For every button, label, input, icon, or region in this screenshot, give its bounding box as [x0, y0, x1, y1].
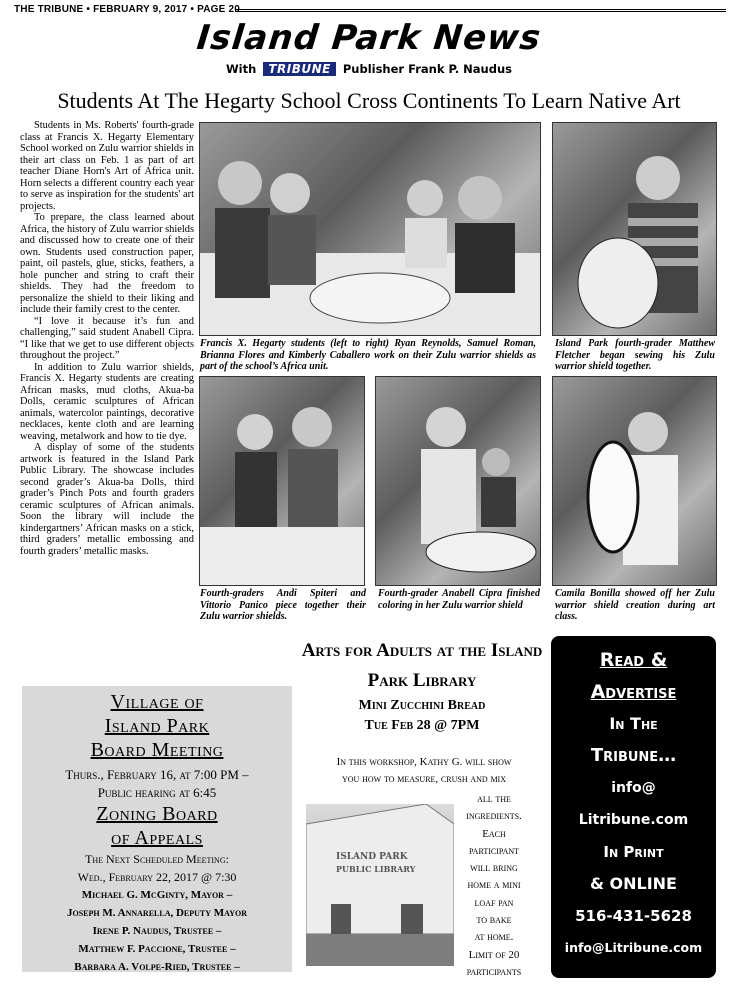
- photo-andi-vittorio: [199, 376, 365, 586]
- arts-line: at home.: [474, 931, 514, 944]
- photo-students-group: [199, 122, 541, 336]
- public-hearing: Public hearing at 6:45: [97, 785, 217, 800]
- arts-event-time: Tue Feb 28 @ 7PM: [364, 718, 480, 733]
- next-meeting-label: The Next Scheduled Meeting:: [85, 852, 229, 866]
- article-paragraph: In addition to Zulu warrior shields, Francis X. Hegarty students are creating African masks, mud cloths, Akua-ba Dolls, ceramic sculptures of African animals, watercolor paintings, decorative necklaces, kente cloth and are learning weaving, metalwork and how to tie dye.: [20, 361, 194, 442]
- board-member: Matthew F. Paccione, Trustee –: [78, 943, 236, 955]
- ad-line: info@: [611, 780, 656, 796]
- arts-event: [300, 636, 544, 736]
- caption-photo-2: Island Park fourth-grader Matthew Fletcher began sewing his Zulu warrior shield together.: [555, 338, 715, 372]
- arts-description-top: [305, 754, 543, 788]
- meeting-date: Thurs., February 16, at 7:00 PM –: [65, 767, 249, 782]
- ad-line: In The: [609, 714, 658, 733]
- arts-line: you how to measure, crush and mix: [342, 773, 506, 785]
- library-sign: ISLAND PARK: [336, 852, 408, 862]
- arts-line: In this workshop, Kathy G. will show: [336, 756, 512, 768]
- arts-line: to bake: [476, 914, 512, 927]
- article-headline: Students At The Hegarty School Cross Continents To Learn Native Art: [57, 88, 681, 113]
- arts-description-right: [456, 791, 532, 981]
- masthead: Island Park News: [194, 18, 544, 58]
- board-member: Michael G. McGinty, Mayor –: [81, 889, 233, 901]
- byline: [0, 62, 738, 76]
- village-title: Island Park: [104, 715, 210, 737]
- arts-line: home a mini: [467, 879, 521, 892]
- village-board-notice: [22, 686, 292, 972]
- ad-line: & ONLINE: [590, 874, 677, 893]
- ad-line: Advertise: [590, 681, 677, 703]
- ad-line: Tribune…: [590, 745, 677, 766]
- caption-photo-3: Fourth-graders Andi Spiteri and Vittorio Panico piece together their Zulu warrior shields.: [200, 588, 366, 622]
- article-paragraph: A display of some of the students artwork is featured in the Island Park Public Library. The showcase includes second grader’s Akua-ba Dolls, third grader’s Pinch Pots and fourth graders ceramic sculptures of African animals. Soon the library will include the kindergartners’ African masks on a stick, third graders’ metallic embossing and fourth graders’ metallic masks.: [20, 442, 194, 557]
- folio-rule: [235, 9, 726, 12]
- zoning-title: of Appeals: [111, 827, 203, 849]
- arts-title: Arts for Adults at the Island: [301, 640, 543, 661]
- arts-line: participant: [468, 844, 520, 857]
- board-member: Irene P. Naudus, Trustee –: [92, 925, 222, 937]
- zoning-title: Zoning Board: [96, 803, 218, 825]
- village-title: Board Meeting: [90, 739, 224, 761]
- ad-line: Read &: [599, 649, 668, 671]
- byline-pre: With: [225, 62, 257, 76]
- arts-line: ingredients.: [466, 810, 522, 823]
- caption-photo-4: Fourth-grader Anabell Cipra finished coloring in her Zulu warrior shield: [378, 588, 540, 611]
- page-folio: THE TRIBUNE • FEBRUARY 9, 2017 • PAGE 20: [14, 4, 240, 15]
- tribune-logo: TRIBUNE: [263, 62, 336, 76]
- ad-email: info@Litribune.com: [564, 940, 703, 955]
- arts-line: participants: [466, 965, 522, 978]
- caption-photo-1: Francis X. Hegarty students (left to right) Ryan Reynolds, Samuel Roman, Brianna Flores and Kimberly Caballero work on their Zulu warrior shields as part of the school’s Africa unit.: [200, 338, 536, 372]
- library-photo: [306, 804, 454, 966]
- arts-line: loaf pan: [474, 896, 514, 909]
- ad-line: In Print: [603, 843, 664, 861]
- arts-line: Limit of 20: [468, 948, 520, 961]
- caption-photo-5: Camila Bonilla showed off her Zulu warrior shield creation during art class.: [555, 588, 715, 622]
- photo-camila-bonilla: [552, 376, 717, 586]
- ad-line: Litribune.com: [578, 812, 689, 828]
- photo-matthew-fletcher: [552, 122, 717, 336]
- arts-line: Each: [482, 827, 506, 840]
- next-meeting-date: Wed., February 22, 2017 @ 7:30: [77, 870, 237, 884]
- arts-title: Park Library: [367, 670, 477, 691]
- article-paragraph: Students in Ms. Roberts' fourth-grade class at Francis X. Hegarty Elementary School worked on Zulu warrior shields in their art class on Feb. 1 as part of art teacher Diane Horn's Art of Africa unit. Horn selects a different country each year to serve as inspiration for the students' art projects.: [20, 120, 194, 212]
- arts-line: all the: [477, 793, 511, 805]
- library-sign: PUBLIC LIBRARY: [336, 864, 416, 874]
- article-body: [20, 120, 194, 557]
- board-member: Joseph M. Annarella, Deputy Mayor: [67, 907, 247, 919]
- photo-anabell-cipra: [375, 376, 541, 586]
- ad-phone: 516-431-5628: [575, 907, 692, 925]
- article-paragraph: To prepare, the class learned about Africa, the history of Zulu warrior shields and discussed how to create one of their own. Students used construction paper, paint, oil pastels, glue, sticks, feathers, a hole puncher and string to craft their shields. They had the freedom to personalize the shield to their liking and include their family crest to the center.: [20, 212, 194, 315]
- article-paragraph: “I love it because it’s fun and challenging,” said student Anabell Cipra. “I like that we get to use different objects throughout the project.”: [20, 315, 194, 361]
- byline-post: Publisher Frank P. Naudus: [342, 62, 513, 76]
- arts-event-name: Mini Zucchini Bread: [358, 698, 486, 713]
- arts-line: will bring: [470, 862, 518, 875]
- tribune-ad: [551, 636, 716, 978]
- village-title: Village of: [110, 691, 204, 713]
- board-member: Barbara A. Volpe-Ried, Trustee –: [74, 961, 240, 973]
